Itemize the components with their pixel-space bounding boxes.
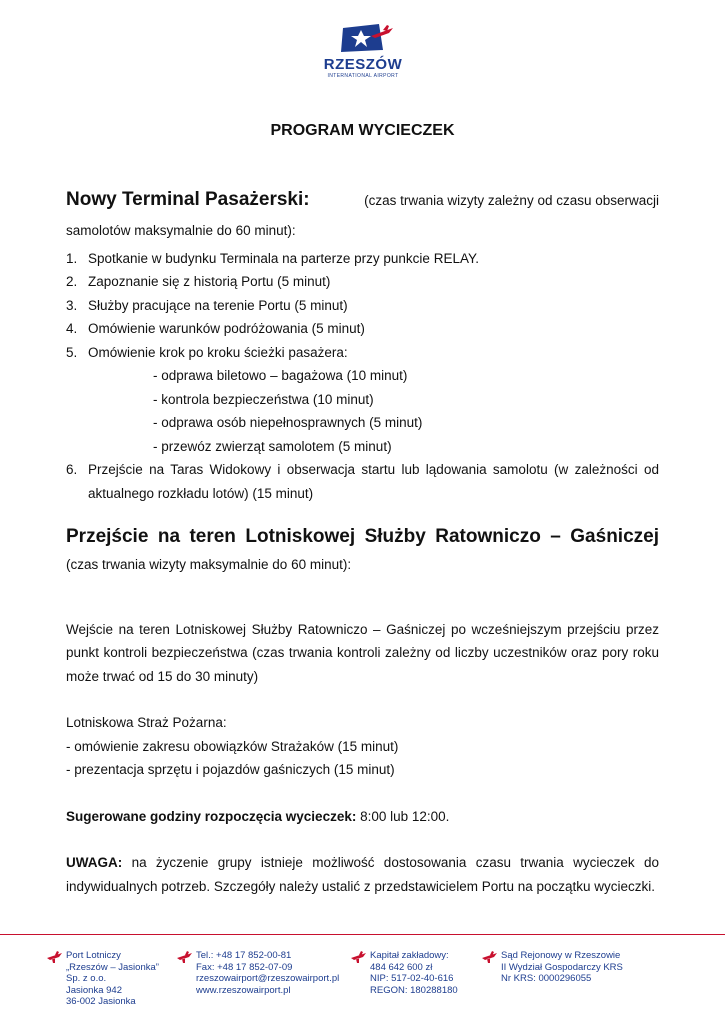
footer-text: NIP: 517-02-40-616 [370,973,454,984]
footer-text: Sąd Rejonowy w Rzeszowie [501,950,621,961]
list-item: 1. Spotkanie w budynku Terminala na parterze przy punkcie RELAY. [66,250,479,266]
plane-icon [351,951,366,963]
list-item: 3. Służby pracujące na terenie Portu (5 minut) [66,297,348,313]
plane-icon [47,951,62,963]
footer-court [501,950,623,985]
footer-text: Jasionka 942 [66,984,122,996]
terminal-section [66,186,659,505]
footer-website-link[interactable]: www.rzeszowairport.pl [196,984,291,996]
logo-name: RZESZÓW [323,56,403,73]
footer-contact [196,950,339,996]
airport-emblem-icon [331,22,395,54]
footer-text: Port Lotniczy [66,950,121,961]
plane-icon [482,951,497,963]
plane-icon [177,951,192,963]
list-item: 5. Omówienie krok po kroku ścieżki pasażera: [66,344,348,360]
footer-capital [370,950,458,996]
logo-subtitle: INTERNATIONAL AIRPORT [327,73,399,79]
footer-phone: Tel.: +48 17 852-00-81 [196,950,292,961]
page-title: PROGRAM WYCIECZEK [270,122,455,139]
terminal-heading: Nowy Terminal Pasażerski: [66,189,310,210]
substep: - odprawa biletowo – bagażowa (10 minut) [153,368,408,383]
substep: - kontrola bezpieczeństwa (10 minut) [153,391,374,407]
terminal-steps-final [66,458,659,505]
fire-service-paragraph: Wejście na teren Lotniskowej Służby Ratowniczo – Gaśniczej po wcześniejszym przejściu przez punkt kontroli bezpieczeństwa (czas trwania kontroli zależny od liczby uczestników oraz pory roku może trwać od 15 do 30 minuty) [66,621,659,684]
notice-label: UWAGA: [66,855,123,870]
notice-text: na życzenie grupy istnieje możliwość dostosowania czasu trwania wycieczek do indywidualnych potrzeb. Szczegóły należy ustalić z przedstawicielem Portu na początku wycieczki. [66,855,659,894]
list-item: 6. Przejście na Taras Widokowy i obserwacja startu lub lądowania samolotu (w zależności od aktualnego rozkładu lotów) (15 minut) [66,462,659,501]
fire-service-heading: Przejście na teren Lotniskowej Służby Ratowniczo – Gaśniczej [66,526,659,547]
fire-service-note: (czas trwania wizyty maksymalnie do 60 minut): [66,557,352,572]
substep: - odprawa osób niepełnosprawnych (5 minut) [153,415,423,430]
suggested-hours-label: Sugerowane godziny rozpoczęcia wycieczek: [66,808,357,824]
footer-divider [0,934,725,935]
footer-text: 484 642 600 zł [370,961,433,973]
footer-text: 36-002 Jasionka [66,996,136,1007]
footer-company [66,950,159,1008]
footer-text: II Wydział Gospodarczy KRS [501,961,623,973]
suggested-hours-value: 8:00 lub 12:00. [356,808,450,824]
fire-item: - omówienie zakresu obowiązków Strażaków (15 minut) [66,738,399,754]
footer-text: Sp. z o.o. [66,973,107,984]
footer-text: Kapitał zakładowy: [370,950,449,961]
list-item: 2. Zapoznanie się z historią Portu (5 minut) [66,274,331,289]
substep: - przewóz zwierząt samolotem (5 minut) [153,438,392,454]
footer-text: „Rzeszów – Jasionka” [66,961,159,973]
fire-service-section [66,523,659,898]
footer-text: Nr KRS: 0000296055 [501,973,592,984]
notice [66,851,659,898]
footer-email-link[interactable]: rzeszowairport@rzeszowairport.pl [196,973,340,984]
fire-unit-label: Lotniskowa Straż Pożarna: [66,715,227,730]
terminal-steps [66,247,659,365]
fire-item: - prezentacja sprzętu i pojazdów gaśniczych (15 minut) [66,762,395,777]
list-item: 4. Omówienie warunków podróżowania (5 minut) [66,321,365,336]
footer-text: REGON: 180288180 [370,984,458,996]
airport-logo [318,22,408,80]
terminal-note-continued: samolotów maksymalnie do 60 minut): [66,223,296,238]
terminal-note: (czas trwania wizyty zależny od czasu obserwacji [364,193,659,208]
footer-fax: Fax: +48 17 852-07-09 [196,961,293,973]
suggested-hours [66,805,659,829]
terminal-heading-line [66,186,659,215]
